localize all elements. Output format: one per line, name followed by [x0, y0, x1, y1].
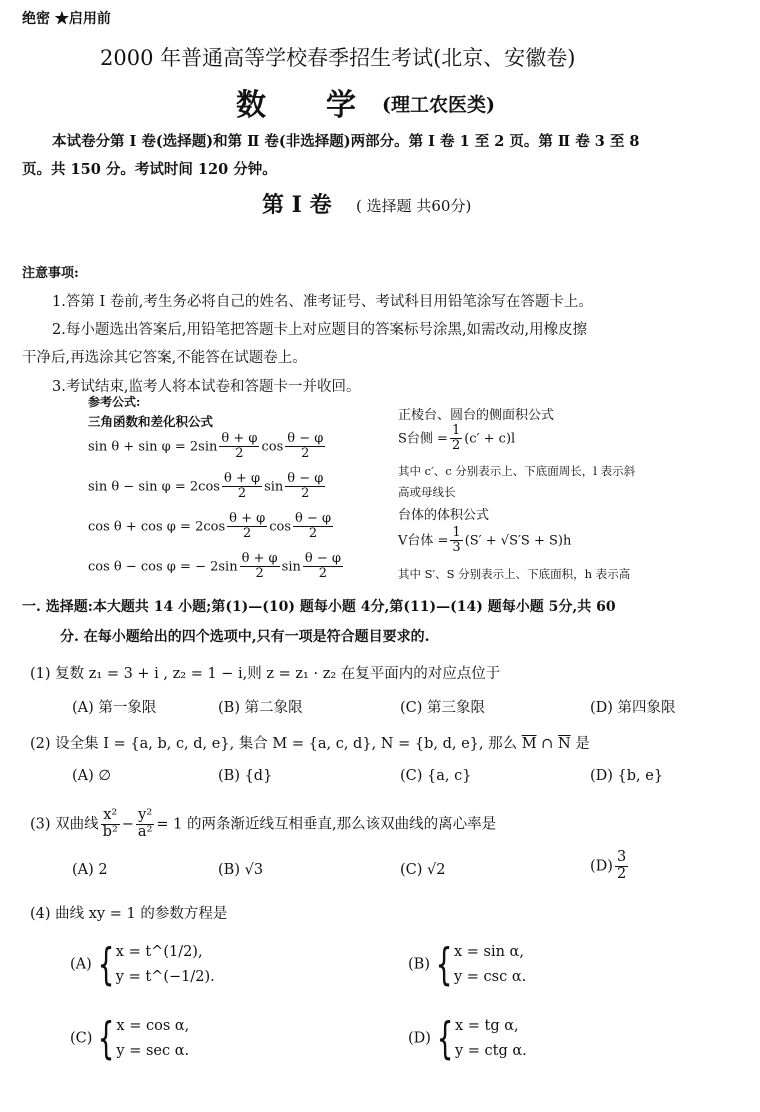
q4-option-a: (A) { x = t^(1/2), y = t^(−1/2).	[70, 938, 215, 990]
ref-heading: 参考公式:	[88, 395, 141, 409]
volume-heading: 台体的体积公式	[398, 508, 490, 523]
note-1: 1.答第 Ⅰ 卷前,考生务必将自己的姓名、准考证号、考试科目用铅笔涂写在答题卡上。	[52, 294, 593, 310]
lateral-note-1: 其中 c′、c 分别表示上、下底面周长，l 表示斜	[398, 464, 636, 478]
q1-option-c: (C) 第三象限	[400, 700, 486, 716]
part-title: 第 Ⅰ 卷	[262, 192, 332, 218]
q3-option-a: (A) 2	[72, 862, 108, 878]
brace-icon: {	[435, 938, 453, 990]
volume-note: 其中 S′、S 分别表示上、下底面积，h 表示高	[398, 567, 631, 581]
q2-option-c: (C) {a, c}	[400, 768, 472, 784]
q1-stem: (1) 复数 z₁ = 3 + i , z₂ = 1 − i,则 z = z₁ · z₂ 在复平面内的对应点位于	[30, 666, 501, 682]
trig-heading: 三角函数和差化积公式	[88, 414, 214, 429]
q4-option-d: (D) { x = tg α, y = ctg α.	[408, 1012, 527, 1064]
brace-icon: {	[98, 1012, 115, 1064]
trig-formula-2: sin θ − sin φ = 2cos $\frac{\theta + \varphi}{2}$ sin $\frac{\theta - \varphi}{2}$	[88, 471, 324, 502]
q2-option-a: (A) ∅	[72, 768, 112, 784]
volume-formula: V台体 = $\frac{1}{3}$ (S′ + √S′S + S)h	[398, 525, 572, 556]
q3-stem: (3) 双曲线 $\frac{\text{x²}}{\text{b²}}$ − $\frac{\text{y²}}{\text{a²}}$ = 1 的两条渐近线互相垂直,那么该双曲线的离心率是	[30, 807, 497, 840]
lateral-note-2: 高或母线长	[398, 485, 456, 499]
intro-line-2: 页。共 150 分。考试时间 120 分钟。	[22, 161, 277, 178]
brace-icon: {	[97, 938, 115, 990]
q4-option-c: (C) { x = cos α, y = sec α.	[70, 1012, 190, 1064]
section1-line-1: 一. 选择题:本大题共 14 小题;第(1)—(10) 题每小题 4分,第(11)—(14) 题每小题 5分,共 60	[22, 599, 616, 615]
q1-option-a: (A) 第一象限	[72, 700, 157, 716]
brace-icon: {	[436, 1012, 454, 1064]
q3-option-c: (C) √2	[400, 862, 446, 878]
exam-title: 2000 年普通高等学校春季招生考试(北京、安徽卷)	[100, 46, 576, 70]
secrecy-label: 绝密 ★启用前	[22, 11, 111, 27]
intro-line-1: 本试卷分第 Ⅰ 卷(选择题)和第 Ⅱ 卷(非选择题)两部分。第 Ⅰ 卷 1 至 2 页。第 Ⅱ 卷 3 至 8	[52, 133, 640, 150]
q2-stem: (2) 设全集 I = {a, b, c, d, e}, 集合 M = {a, c, d}, N = {b, d, e}, 那么 $\overline{M}$ ∩ $\overline{N}$ 是	[30, 736, 590, 752]
q1-option-d: (D) 第四象限	[590, 700, 676, 716]
subject-title: 数 学	[236, 88, 356, 123]
q2-option-d: (D) {b, e}	[590, 768, 664, 784]
lateral-area-formula: S台侧 = $\frac{1}{2}$ (c′ + c)l	[398, 423, 516, 454]
q4-stem: (4) 曲线 xy = 1 的参数方程是	[30, 906, 228, 922]
trig-formula-4: cos θ − cos φ = − 2sin $\frac{\theta + \varphi}{2}$ sin $\frac{\theta - \varphi}{2}$	[88, 551, 341, 582]
notes-heading: 注意事项:	[22, 266, 79, 281]
lateral-area-heading: 正棱台、圆台的侧面积公式	[398, 408, 555, 423]
section1-line-2: 分. 在每小题给出的四个选项中,只有一项是符合题目要求的.	[60, 629, 430, 645]
part-note: ( 选择题 共60分)	[356, 197, 472, 215]
trig-formula-1: sin θ + sin φ = 2sin $\frac{\theta + \varphi}{2}$ cos $\frac{\theta - \varphi}{2}$	[88, 431, 324, 462]
note-2a: 2.每小题选出答案后,用铅笔把答题卡上对应题目的答案标号涂黑,如需改动,用橡皮擦	[52, 322, 588, 338]
q4-option-b: (B) { x = sin α, y = csc α.	[408, 938, 527, 990]
note-3: 3.考试结束,监考人将本试卷和答题卡一并收回。	[52, 379, 361, 395]
note-2b: 干净后,再选涂其它答案,不能答在试题卷上。	[22, 350, 307, 366]
q3-option-b: (B) √3	[218, 862, 264, 878]
q2-option-b: (B) {d}	[218, 768, 273, 784]
q1-option-b: (B) 第二象限	[218, 700, 303, 716]
q3-option-d: (D) $\frac{3}{2}$	[590, 849, 627, 882]
subject-note: (理工农医类)	[382, 94, 495, 116]
trig-formula-3: cos θ + cos φ = 2cos $\frac{\theta + \varphi}{2}$ cos $\frac{\theta - \varphi}{2}$	[88, 511, 332, 542]
